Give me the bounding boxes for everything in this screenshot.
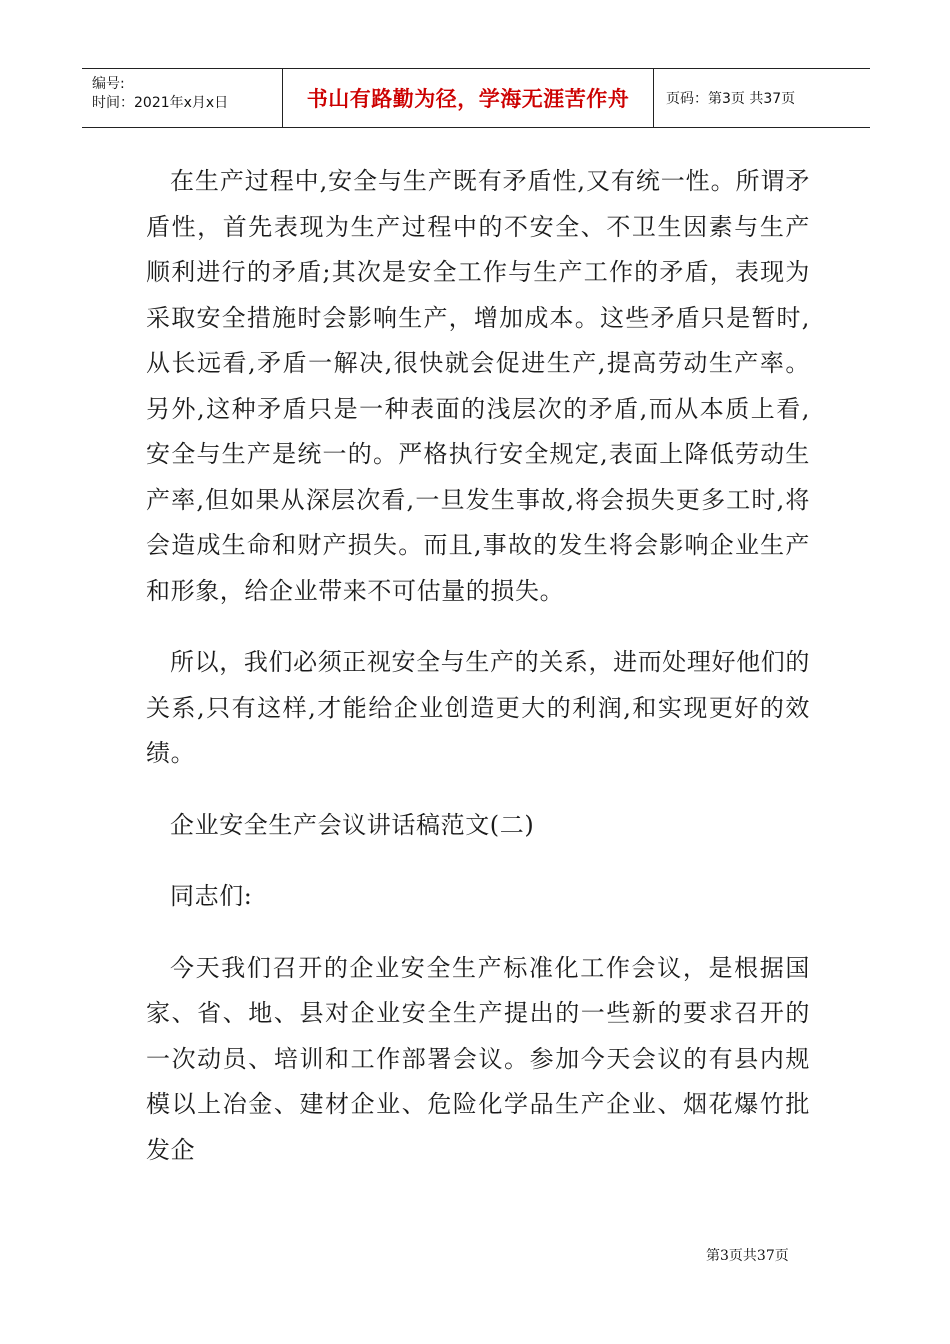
header-motto: 书山有路勤为径，学海无涯苦作舟 bbox=[282, 69, 654, 127]
salutation: 同志们: bbox=[170, 882, 253, 910]
paragraph: 在生产过程中,安全与生产既有矛盾性,又有统一性。所谓矛盾性，首先表现为生产过程中的不安全、不卫生因素与生产顺利进行的矛盾;其次是安全工作与生产工作的矛盾，表现为采取安全措施时会影响生产，增加成本。这些矛盾只是暂时,从长远看,矛盾一解决,很快就会促进生产,提高劳动生产率。另外,这种矛盾只是一种表面的浅层次的矛盾,而从本质上看,安全与生产是统一的。严格执行安全规定,表面上降低劳动生产率,但如果从深层次看,一旦发生事故,将会损失更多工时,将会造成生命和财产损失。而且,事故的发生将会影响企业生产和形象，给企业带来不可估量的损失。 bbox=[146, 167, 810, 605]
page-footer: 第3页共37页 bbox=[706, 1248, 789, 1264]
document-number-label: 编号: bbox=[92, 76, 125, 92]
document-body bbox=[146, 159, 810, 1173]
paragraph: 所以，我们必须正视安全与生产的关系，进而处理好他们的关系,只有这样,才能给企业创造更大的利润,和实现更好的效绩。 bbox=[146, 648, 810, 767]
paragraph: 今天我们召开的企业安全生产标准化工作会议，是根据国家、省、地、县对企业安全生产提出的一些新的要求召开的一次动员、培训和工作部署会议。参加今天会议的有县内规模以上冶金、建材企业、危险化学品生产企业、烟花爆竹批发企 bbox=[146, 953, 810, 1164]
header-meta bbox=[82, 69, 282, 127]
document-date: 时间：2021年x月x日 bbox=[92, 95, 229, 111]
section-heading: 企业安全生产会议讲话稿范文(二) bbox=[170, 810, 535, 839]
page-header bbox=[82, 68, 870, 128]
header-page-info: 页码：第3页 共37页 bbox=[666, 91, 796, 107]
